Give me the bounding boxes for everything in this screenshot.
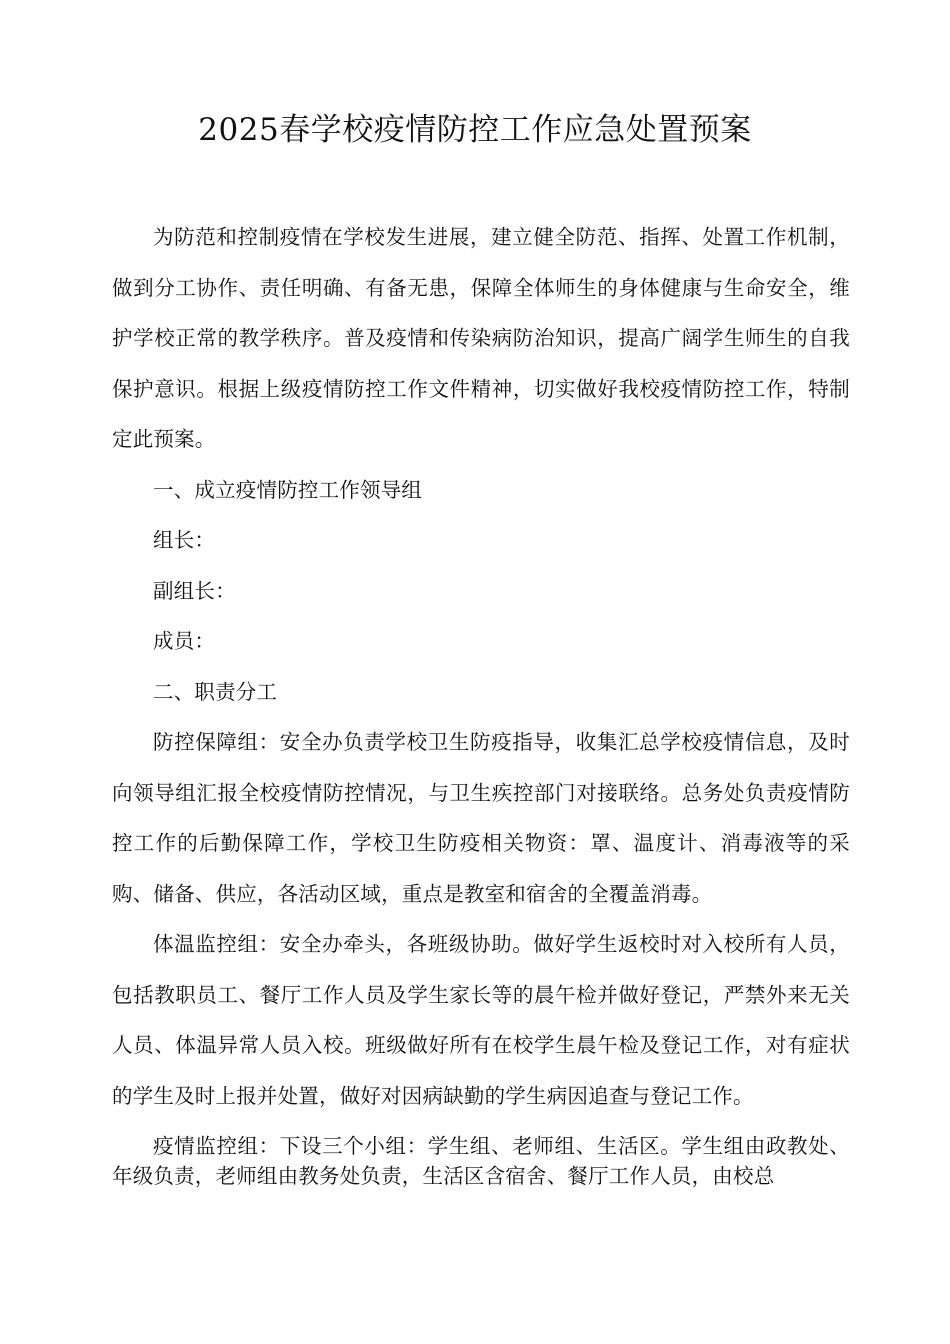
paragraph-epidemic-monitoring-group: 疫情监控组：下设三个小组：学生组、老师组、生活区。学生组由政教处、年级负责，老师组由教务处负责，生活区含宿舍、餐厅工作人员，由校总 [112,1134,850,1188]
document-title: 2025春学校疫情防控工作应急处置预案 [198,112,752,148]
field-group-leader: 组长： [153,528,216,552]
paragraph-intro: 为防范和控制疫情在学校发生进展，建立健全防范、指挥、处置工作机制，做到分工协作、责任明确、有备无患，保障全体师生的身体健康与生命安全，维护学校正常的教学秩序。普及疫情和传染病防治知识，提高广阔学生师生的自我保护意识。根据上级疫情防控工作文件精神，切实做好我校疫情防控工作，特制定此预案。 [112,225,850,451]
document-body [112,212,850,1191]
field-members: 成员： [153,629,216,653]
section-heading-duties: 二、职责分工 [153,679,278,704]
field-deputy-leader: 副组长： [153,578,236,603]
paragraph-temperature-monitoring-group: 体温监控组：安全办牵头，各班级协助。做好学生返校时对入校所有人员，包括教职员工、餐厅工作人员及学生家长等的晨午检并做好登记，严禁外来无关人员、体温异常人员入校。班级做好所有在校学生晨午检及登记工作，对有症状的学生及时上报并处置，做好对因病缺勤的学生病因追查与登记工作。 [112,932,850,1108]
section-heading-leadership: 一、成立疫情防控工作领导组 [153,477,423,502]
paragraph-prevention-support-group: 防控保障组：安全办负责学校卫生防疫指导，收集汇总学校疫情信息，及时向领导组汇报全校疫情防控情况，与卫生疾控部门对接联络。总务处负责疫情防控工作的后勤保障工作，学校卫生防疫相关物资：罩、温度计、消毒液等的采购、储备、供应，各活动区域，重点是教室和宿舍的全覆盖消毒。 [112,730,850,906]
